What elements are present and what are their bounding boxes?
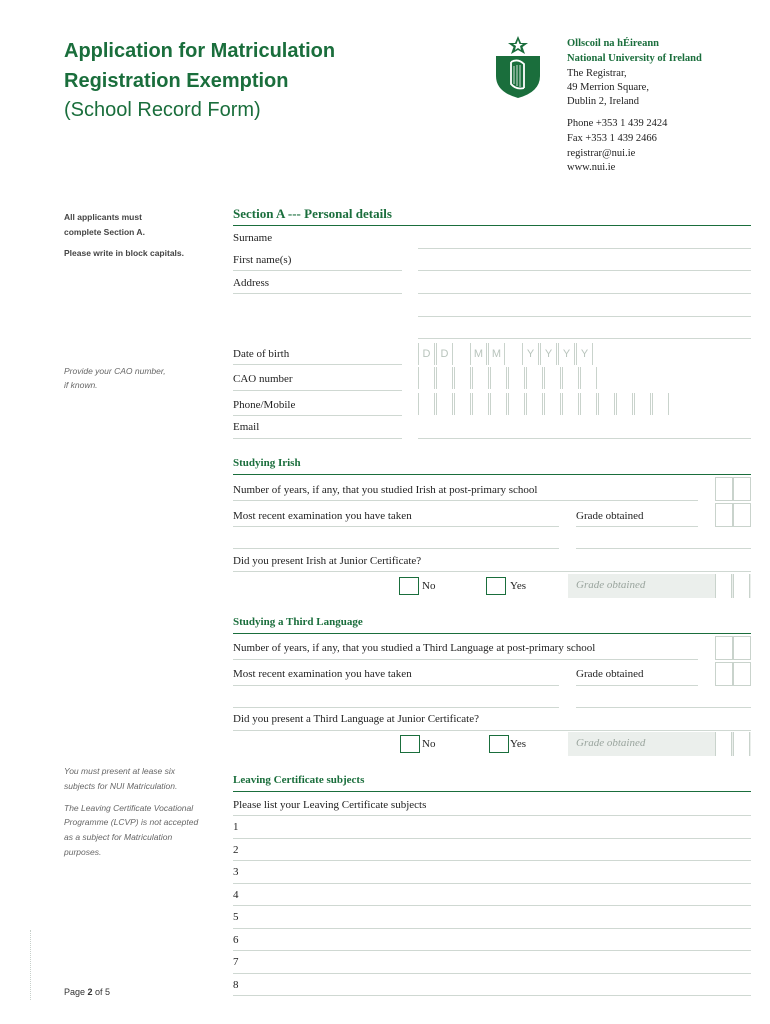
- subject-number-3: 3: [233, 866, 239, 878]
- note-cao-1: Provide your CAO number,: [64, 366, 166, 376]
- dob-year-2[interactable]: Y: [540, 343, 557, 365]
- address-input-line-3[interactable]: [418, 338, 751, 339]
- email-label-rule: [233, 438, 402, 439]
- address-line-3: Dublin 2, Ireland: [567, 96, 640, 107]
- address-label-rule: [233, 293, 402, 294]
- note-lcvp-3: as a subject for Matriculation: [64, 832, 173, 842]
- third-language-years-rule: [233, 659, 698, 660]
- irish-no-label: No: [422, 580, 436, 592]
- irish-grade-input[interactable]: [715, 503, 751, 527]
- dob-year-1[interactable]: Y: [522, 343, 539, 365]
- address-line-2: 49 Merrion Square,: [567, 82, 649, 93]
- note-lcvp-2: Programme (LCVP) is not accepted: [64, 817, 199, 827]
- first-names-label: First name(s): [233, 254, 292, 266]
- cao-number-input[interactable]: [418, 367, 598, 389]
- third-language-recent-exam-label: Most recent examination you have taken: [233, 668, 412, 680]
- first-names-input[interactable]: [418, 270, 751, 271]
- email-link[interactable]: registrar@nui.ie: [567, 148, 636, 159]
- dob-label-rule: [233, 364, 402, 365]
- subject-number-7: 7: [233, 956, 239, 968]
- irish-exam-input[interactable]: [233, 548, 559, 549]
- email-label: Email: [233, 421, 260, 433]
- irish-recent-exam-label: Most recent examination you have taken: [233, 510, 412, 522]
- surname-input[interactable]: [418, 248, 751, 249]
- dob-day-2[interactable]: D: [436, 343, 453, 365]
- irish-grade-text-input[interactable]: [576, 548, 751, 549]
- third-language-no-label: No: [422, 738, 436, 750]
- university-name-english: National University of Ireland: [567, 53, 702, 64]
- note-complete-section: complete Section A.: [64, 227, 145, 237]
- subject-4-input[interactable]: [233, 905, 751, 906]
- irish-grade-rule: [576, 526, 698, 527]
- third-language-grade-label: Grade obtained: [576, 668, 644, 680]
- note-all-applicants: All applicants must: [64, 212, 142, 222]
- irish-junior-grade-field[interactable]: [568, 574, 751, 598]
- page-number: Page 2 of 5: [64, 987, 111, 997]
- dob-month-2[interactable]: M: [488, 343, 505, 365]
- fax-number: Fax +353 1 439 2466: [567, 133, 657, 144]
- cao-label-rule: [233, 390, 402, 391]
- subject-number-4: 4: [233, 889, 239, 901]
- phone-label: Phone/Mobile: [233, 399, 296, 411]
- irish-years-question: Number of years, if any, that you studied Irish at post-primary school: [233, 484, 538, 496]
- third-language-grade-text-input[interactable]: [576, 707, 751, 708]
- surname-label: Surname: [233, 232, 273, 244]
- subject-3-input[interactable]: [233, 883, 751, 884]
- dob-input[interactable]: [418, 343, 594, 365]
- subject-5-input[interactable]: [233, 928, 751, 929]
- third-language-years-question: Number of years, if any, that you studied a Third Language at post-primary school: [233, 642, 596, 654]
- subject-number-8: 8: [233, 979, 239, 991]
- third-language-recent-exam-rule: [233, 685, 559, 686]
- address-line-1: The Registrar,: [567, 68, 627, 79]
- third-language-grade-input[interactable]: [715, 662, 751, 686]
- third-language-yes-label: Yes: [510, 738, 527, 750]
- subject-number-5: 5: [233, 911, 239, 923]
- nui-crest-logo: [494, 34, 542, 100]
- vertical-print-code: [30, 930, 35, 1000]
- irish-junior-cert-rule: [233, 571, 751, 572]
- section-a-heading: Section A --- Personal details: [233, 206, 751, 226]
- first-name-label-rule: [233, 270, 402, 271]
- dob-year-3[interactable]: Y: [558, 343, 575, 365]
- leaving-cert-instruction-rule: [233, 815, 751, 816]
- phone-number: Phone +353 1 439 2424: [567, 118, 668, 129]
- note-block-capitals: Please write in block capitals.: [64, 248, 184, 258]
- subject-number-6: 6: [233, 934, 239, 946]
- third-language-grade-rule: [576, 685, 698, 686]
- irish-years-rule: [233, 500, 698, 501]
- subject-7-input[interactable]: [233, 973, 751, 974]
- phone-label-rule: [233, 415, 402, 416]
- irish-no-checkbox[interactable]: [399, 577, 419, 595]
- dob-month-1[interactable]: M: [470, 343, 487, 365]
- third-language-junior-grade-label: Grade obtained: [576, 737, 646, 749]
- note-six-subjects-2: subjects for NUI Matriculation.: [64, 781, 178, 791]
- note-cao-2: if known.: [64, 380, 98, 390]
- subject-8-input[interactable]: [233, 995, 751, 996]
- third-language-years-input[interactable]: [715, 636, 751, 660]
- phone-input[interactable]: [418, 393, 670, 415]
- note-six-subjects-1: You must present at lease six: [64, 766, 176, 776]
- third-language-exam-input[interactable]: [233, 707, 559, 708]
- third-language-junior-cert-rule: [233, 730, 751, 731]
- irish-years-input[interactable]: [715, 477, 751, 501]
- leaving-cert-heading: Leaving Certificate subjects: [233, 774, 751, 792]
- dob-day-1[interactable]: D: [418, 343, 435, 365]
- irish-yes-label: Yes: [510, 580, 527, 592]
- leaving-cert-instruction: Please list your Leaving Certificate subjects: [233, 799, 427, 811]
- irish-yes-checkbox[interactable]: [486, 577, 506, 595]
- subject-6-input[interactable]: [233, 950, 751, 951]
- irish-junior-grade-label: Grade obtained: [576, 579, 646, 591]
- irish-junior-cert-question: Did you present Irish at Junior Certificate?: [233, 555, 422, 567]
- cao-number-label: CAO number: [233, 373, 293, 385]
- note-lcvp-1: The Leaving Certificate Vocational: [64, 803, 194, 813]
- third-language-heading: Studying a Third Language: [233, 616, 751, 634]
- dob-year-4[interactable]: Y: [576, 343, 593, 365]
- subject-number-2: 2: [233, 844, 239, 856]
- irish-heading: Studying Irish: [233, 457, 751, 475]
- subject-number-1: 1: [233, 821, 239, 833]
- note-lcvp-4: purposes.: [64, 847, 102, 857]
- irish-grade-label: Grade obtained: [576, 510, 644, 522]
- form-title-line2: Registration Exemption: [64, 70, 289, 92]
- email-input[interactable]: [418, 438, 751, 439]
- irish-recent-exam-rule: [233, 526, 559, 527]
- third-language-yes-checkbox[interactable]: [489, 735, 509, 753]
- subject-1-input[interactable]: [233, 838, 751, 839]
- dob-label: Date of birth: [233, 348, 290, 360]
- address-label: Address: [233, 277, 270, 289]
- web-link[interactable]: www.nui.ie: [567, 162, 616, 173]
- subject-2-input[interactable]: [233, 860, 751, 861]
- university-name-irish: Ollscoil na hÉireann: [567, 38, 659, 49]
- address-input-line-2[interactable]: [418, 316, 751, 317]
- form-subtitle: (School Record Form): [64, 99, 261, 121]
- form-title-line1: Application for Matriculation: [64, 40, 336, 62]
- third-language-no-checkbox[interactable]: [400, 735, 420, 753]
- third-language-junior-cert-question: Did you present a Third Language at Junior Certificate?: [233, 713, 479, 725]
- third-language-junior-grade-field[interactable]: [568, 732, 751, 756]
- address-input-line-1[interactable]: [418, 293, 751, 294]
